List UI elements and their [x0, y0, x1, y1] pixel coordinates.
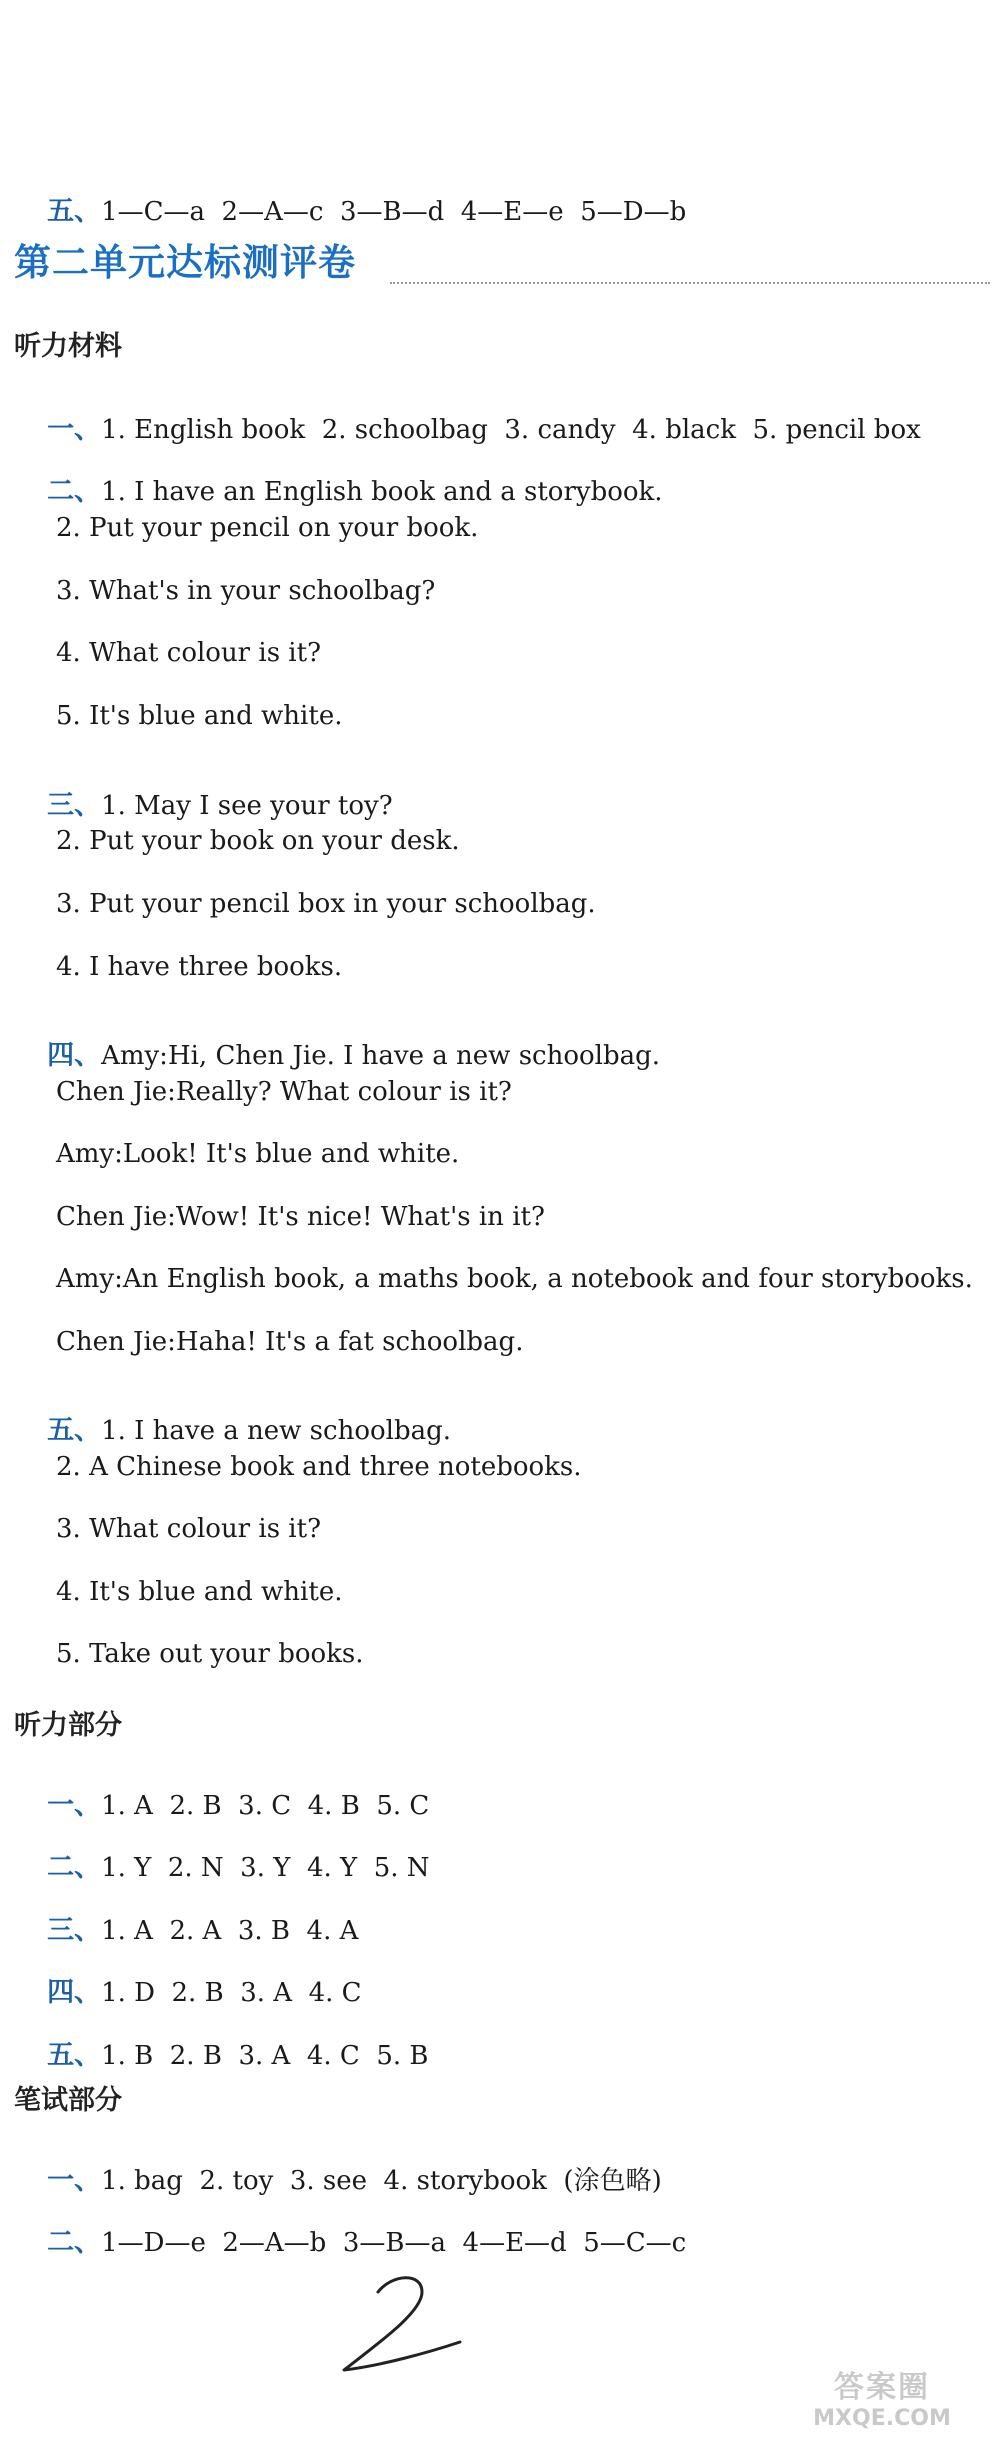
section-number: 一、 — [47, 2165, 102, 2196]
listening-part-heading: 听力部分 — [14, 1710, 122, 1741]
section-number: 五、 — [47, 196, 102, 227]
listening-material-heading: 听力材料 — [14, 331, 122, 362]
written-part-heading: 笔试部分 — [14, 2085, 122, 2116]
section-number: 五、 — [47, 1415, 102, 1446]
site-watermark — [772, 2362, 992, 2436]
material-line: 3. Put your pencil box in your schoolbag. — [56, 889, 596, 919]
material-line: 3. What colour is it? — [56, 1514, 322, 1544]
section-number: 一、 — [47, 414, 102, 445]
section-number: 三、 — [47, 1915, 102, 1946]
answer-text: 1. bag 2. toy 3. see 4. storybook (涂色略) — [101, 2166, 662, 2196]
watermark-logo: 答案圈 — [834, 2370, 930, 2405]
handwritten-number-2 — [330, 2270, 490, 2380]
section-number: 二、 — [47, 1852, 102, 1883]
answer-text: 1—D—e 2—A—b 3—B—a 4—E—d 5—C—c — [101, 2228, 687, 2258]
material-text: 1. I have a new schoolbag. — [101, 1416, 451, 1446]
dialogue-line: Chen Jie:Really? What colour is it? — [56, 1077, 512, 1107]
material-line: 4. What colour is it? — [56, 638, 322, 668]
section-number: 三、 — [47, 790, 102, 821]
answer-text: 1—C—a 2—A—c 3—B—d 4—E—e 5—D—b — [101, 197, 687, 227]
answer-text: 1. D 2. B 3. A 4. C — [101, 1978, 362, 2008]
dialogue-line: Chen Jie:Haha! It's a fat schoolbag. — [56, 1327, 524, 1357]
material-line: 4. I have three books. — [56, 952, 343, 982]
unit-title: 第二单元达标测评卷 — [14, 241, 356, 284]
watermark-url: MXQE.COM — [813, 2406, 951, 2431]
material-line: 2. Put your pencil on your book. — [56, 513, 479, 543]
answer-text: 1. A 2. B 3. C 4. B 5. C — [101, 1791, 430, 1821]
material-line: 2. A Chinese book and three notebooks. — [56, 1452, 582, 1482]
answer-text: 1. A 2. A 3. B 4. A — [101, 1916, 359, 1946]
section-number: 四、 — [47, 1977, 102, 2008]
answer-text: 1. Y 2. N 3. Y 4. Y 5. N — [101, 1853, 430, 1883]
material-line: 4. It's blue and white. — [56, 1577, 343, 1607]
section-number: 二、 — [47, 476, 102, 507]
material-line: 3. What's in your schoolbag? — [56, 576, 436, 606]
material-text: Amy:Hi, Chen Jie. I have a new schoolbag. — [101, 1041, 661, 1071]
material-line: 5. Take out your books. — [56, 1639, 364, 1669]
section-number: 一、 — [47, 1790, 102, 1821]
material-line: 5. It's blue and white. — [56, 701, 343, 731]
material-text: 1. English book 2. schoolbag 3. candy 4. black 5. pencil box — [101, 415, 921, 445]
section-number: 二、 — [47, 2227, 102, 2258]
material-line: 2. Put your book on your desk. — [56, 826, 460, 856]
answer-text: 1. B 2. B 3. A 4. C 5. B — [101, 2041, 429, 2071]
section-number: 五、 — [47, 2040, 102, 2071]
material-text: 1. May I see your toy? — [101, 791, 393, 821]
dialogue-line: Amy:Look! It's blue and white. — [56, 1139, 460, 1169]
section-number: 四、 — [47, 1040, 102, 1071]
material-text: 1. I have an English book and a storybook. — [101, 477, 663, 507]
dialogue-line: Chen Jie:Wow! It's nice! What's in it? — [56, 1202, 545, 1232]
dialogue-line: Amy:An English book, a maths book, a notebook and four storybooks. — [56, 1264, 973, 1294]
title-divider — [390, 282, 990, 284]
